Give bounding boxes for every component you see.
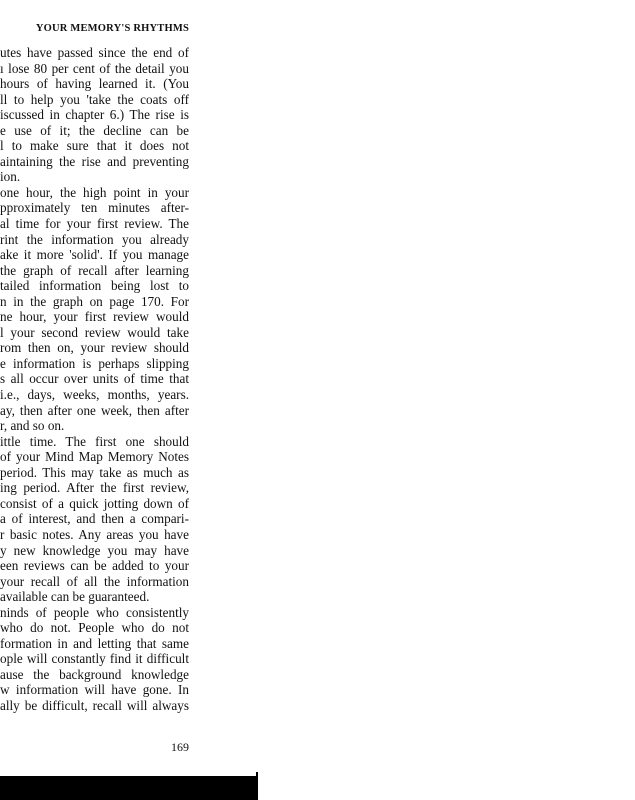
paragraph-1 — [0, 45, 189, 185]
text-line: w information will have gone. In — [0, 682, 189, 698]
text-line: the graph of recall after learning — [0, 262, 189, 278]
text-line: available can be guaranteed. — [0, 589, 150, 605]
text-line: ittle time. The first one should — [0, 433, 189, 449]
text-line: ll to help you 'take the coats off — [0, 91, 189, 107]
text-line: ion. — [0, 169, 21, 185]
text-line: ı lose 80 per cent of the detail you — [0, 60, 189, 76]
text-line: iscussed in chapter 6.) The rise is — [0, 107, 189, 123]
text-line: r basic notes. Any areas you have — [0, 526, 189, 542]
page-number: 169 — [171, 740, 189, 754]
text-line: a of interest, and then a compari- — [0, 511, 189, 527]
text-line: utes have passed since the end of — [0, 45, 189, 60]
scan-edge-bar — [0, 776, 258, 800]
text-line: one hour, the high point in your — [0, 184, 189, 200]
text-line: rom then on, your review should — [0, 340, 189, 356]
running-head: YOUR MEMORY'S RHYTHMS — [35, 23, 189, 34]
text-line: pproximately ten minutes after- — [0, 200, 189, 216]
text-line: ause the background knowledge — [0, 666, 189, 682]
text-line: rint the information you already — [0, 231, 189, 247]
text-line: ople will constantly find it difficult — [0, 651, 189, 667]
text-line: ake it more 'solid'. If you manage — [0, 247, 189, 263]
text-line: l to make sure that it does not — [0, 138, 189, 154]
text-line: your recall of all the information — [0, 573, 189, 589]
text-line: al time for your first review. The — [0, 216, 189, 232]
text-line: een reviews can be added to your — [0, 558, 189, 574]
text-line: aintaining the rise and preventing — [0, 153, 189, 169]
text-line: formation in and letting that same — [0, 635, 189, 651]
text-line: l your second review would take — [0, 324, 189, 340]
text-line: of your Mind Map Memory Notes — [0, 449, 189, 465]
text-line: hours of having learned it. (You — [0, 76, 189, 92]
text-line: n in the graph on page 170. For — [0, 293, 189, 309]
text-line: r, and so on. — [0, 418, 65, 434]
paragraph-4 — [0, 605, 189, 714]
text-line: s all occur over units of time that — [0, 371, 189, 387]
text-line: y new knowledge you may have — [0, 542, 189, 558]
text-line: ing period. After the first review, — [0, 480, 189, 496]
text-line: ay, then after one week, then after — [0, 402, 189, 418]
body-text — [0, 45, 189, 714]
text-line: e use of it; the decline can be — [0, 122, 189, 138]
text-line: i.e., days, weeks, months, years. — [0, 387, 189, 403]
text-line: consist of a quick jotting down of — [0, 495, 189, 511]
text-line: ne hour, your first review would — [0, 309, 189, 325]
text-line: period. This may take as much as — [0, 464, 189, 480]
text-line: ninds of people who consistently — [0, 604, 189, 620]
text-line: ally be difficult, recall will always — [0, 697, 189, 713]
paragraph-2 — [0, 185, 189, 434]
text-line: who do not. People who do not — [0, 620, 189, 636]
paragraph-3 — [0, 434, 189, 605]
text-line: e information is perhaps slipping — [0, 355, 189, 371]
text-line: tailed information being lost to — [0, 278, 189, 294]
